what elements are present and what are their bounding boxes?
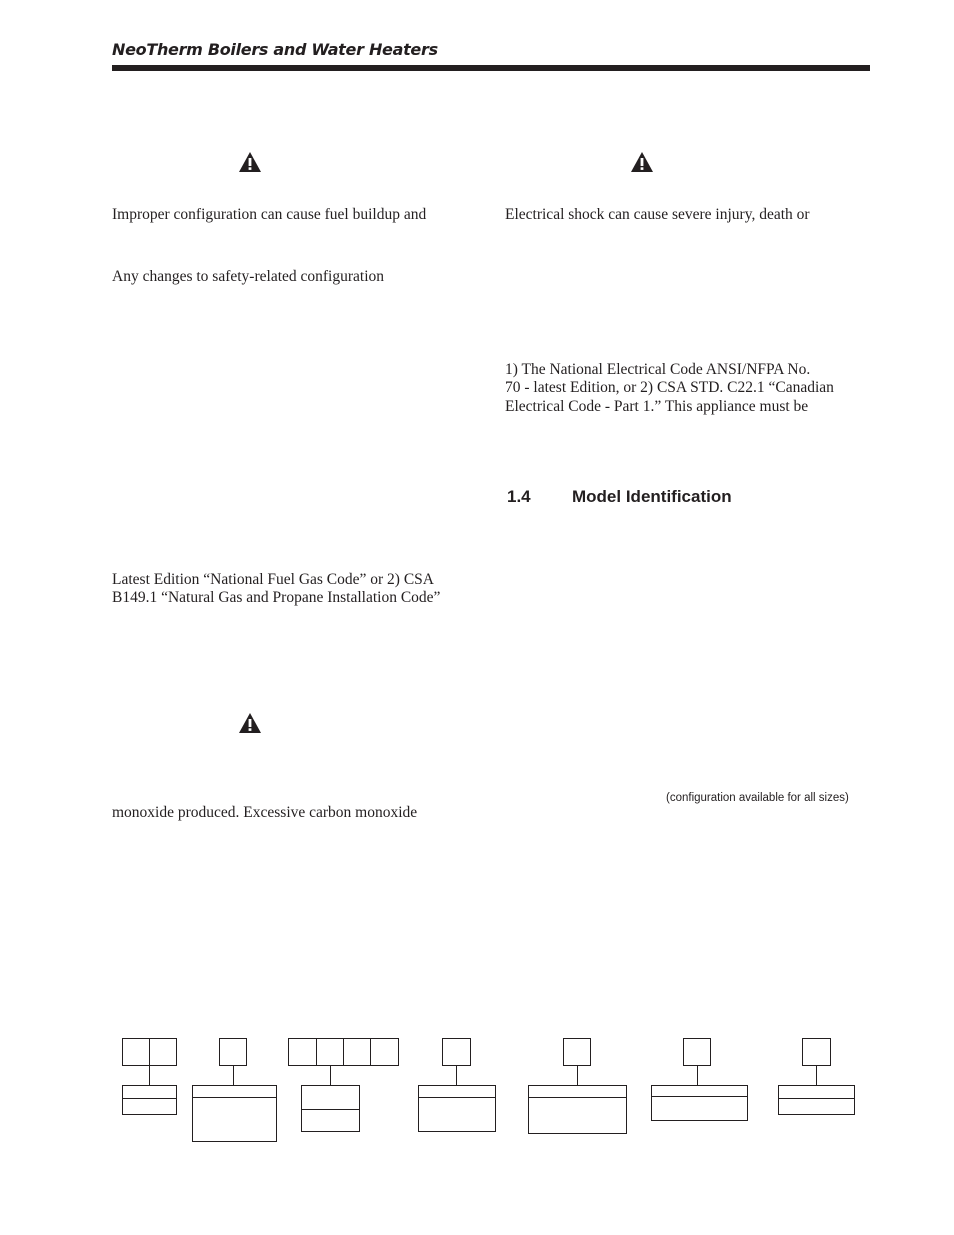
description-box: [651, 1085, 748, 1121]
divider-line: [528, 1097, 627, 1098]
connector-line: [233, 1066, 234, 1085]
description-box: [122, 1085, 177, 1115]
header-rule: [112, 65, 870, 71]
divider-line: [651, 1096, 748, 1097]
divider-line: [192, 1097, 277, 1098]
description-box: [192, 1085, 277, 1142]
configuration-note: (configuration available for all sizes): [666, 792, 849, 804]
description-box: [528, 1085, 627, 1134]
model-code-box: [802, 1038, 831, 1066]
electrical-shock-warning-text: Electrical shock can cause severe injury, death or: [505, 206, 810, 223]
carbon-monoxide-text: monoxide produced. Excessive carbon monoxide: [112, 804, 418, 821]
electrical-code-line-1: 1) The National Electrical Code ANSI/NFPA No.: [505, 361, 811, 378]
description-box: [778, 1085, 855, 1115]
model-code-box: [316, 1038, 344, 1066]
warning-triangle-icon: [238, 712, 262, 734]
divider-line: [418, 1097, 496, 1098]
warning-triangle-icon: [630, 151, 654, 173]
page-header-title: NeoTherm Boilers and Water Heaters: [112, 40, 438, 59]
model-code-box: [122, 1038, 150, 1066]
connector-line: [330, 1066, 331, 1085]
connector-line: [456, 1066, 457, 1085]
model-code-box: [149, 1038, 177, 1066]
model-code-box: [563, 1038, 591, 1066]
model-code-box: [442, 1038, 471, 1066]
gas-code-line-1: Latest Edition “National Fuel Gas Code” or 2) CSA: [112, 571, 434, 588]
divider-line: [122, 1098, 177, 1099]
section-title: Model Identification: [572, 487, 732, 506]
divider-line: [778, 1098, 855, 1099]
electrical-code-line-3: Electrical Code - Part 1.” This appliance must be: [505, 398, 809, 415]
model-code-box: [683, 1038, 711, 1066]
connector-line: [697, 1066, 698, 1085]
model-code-box: [219, 1038, 247, 1066]
model-code-box: [370, 1038, 399, 1066]
safety-config-text: Any changes to safety-related configuration: [112, 268, 385, 285]
divider-line: [301, 1109, 360, 1110]
warning-triangle-icon: [238, 151, 262, 173]
model-code-box: [288, 1038, 317, 1066]
description-box: [418, 1085, 496, 1132]
connector-line: [577, 1066, 578, 1085]
connector-line: [816, 1066, 817, 1085]
electrical-code-line-2: 70 - latest Edition, or 2) CSA STD. C22.1 “Canadian: [505, 379, 834, 396]
section-number: 1.4: [507, 487, 531, 506]
warning-configuration-text: Improper configuration can cause fuel buildup and: [112, 206, 427, 223]
model-code-box: [343, 1038, 371, 1066]
gas-code-line-2: B149.1 “Natural Gas and Propane Installation Code”: [112, 589, 441, 606]
connector-line: [149, 1066, 150, 1085]
